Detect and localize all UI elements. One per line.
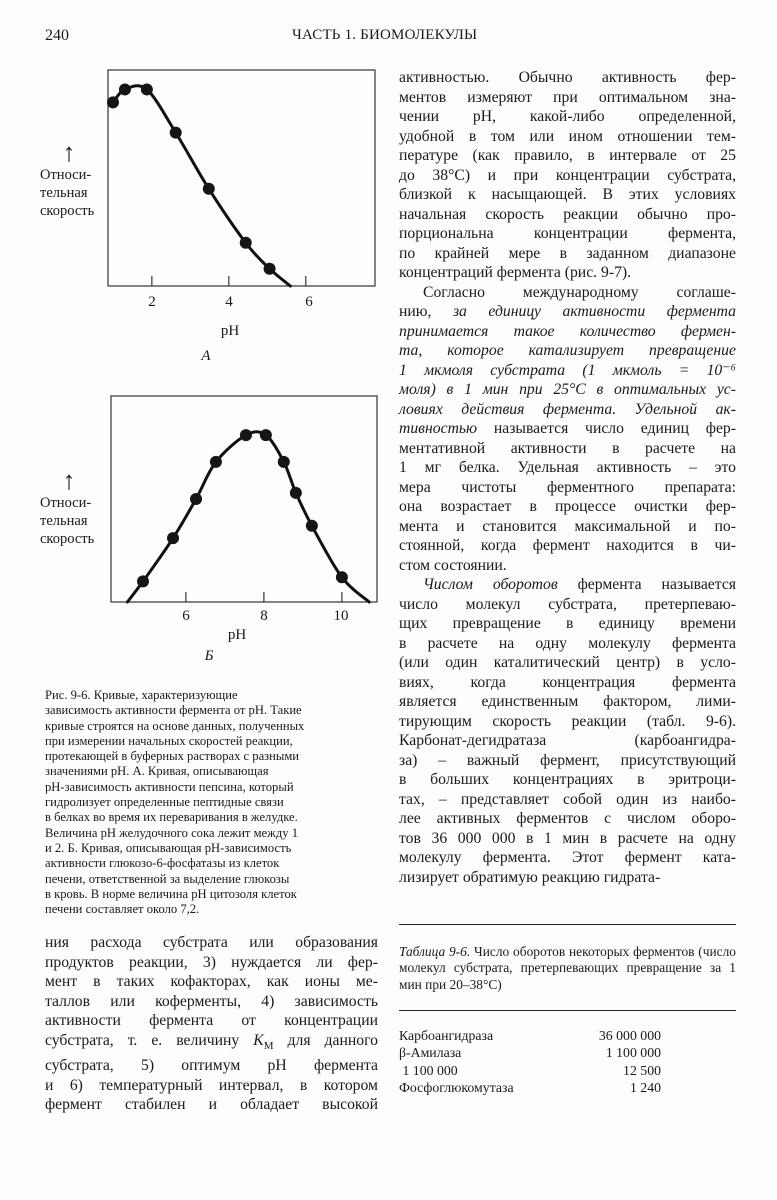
data-point	[167, 532, 179, 544]
caption-line: печени составляет около 7,2.	[45, 902, 200, 917]
table-top-rule	[399, 924, 736, 925]
turnover-value: 12 500	[623, 1063, 661, 1078]
text-line: стоянной, когда фермент находится в чи-	[399, 537, 736, 554]
paragraph-1	[399, 68, 736, 283]
text-line: молекулу фермента. Этот фермент ката-	[399, 849, 736, 866]
text-line: близкой к насыщающей. В этих условиях	[399, 186, 736, 203]
chart-a-ylabel: ↑ Относи- тельная скорость	[40, 140, 106, 220]
text-line: тах, – представляет собой один из наибо-	[399, 790, 736, 808]
text-line: та, которое катализирует превращение	[399, 342, 736, 359]
text-line: ния расхода субстрата или образования	[45, 934, 378, 951]
chart-b-panel-letter: Б	[204, 648, 214, 664]
table-header-rule	[399, 1010, 736, 1011]
paragraph-3-turnover-number	[399, 575, 736, 887]
caption-line: гидролизует определенные пептидные связи	[45, 795, 284, 810]
left-column-body-text	[45, 933, 378, 1115]
text-line: мент в таких кофакторах, как ионы ме-	[45, 973, 378, 990]
chart-a-xtick: 2	[148, 294, 156, 310]
data-point	[290, 487, 302, 499]
text-line: принимается такое количество фермен-	[399, 322, 736, 340]
text-line: 1 мкмоля субстрата (1 мкмоль = 10⁻⁶	[399, 361, 736, 379]
caption-line: значениями pH. А. Кривая, описывающая	[45, 764, 269, 779]
caption-line: pH-зависимость активности пепсина, который	[45, 779, 294, 794]
fitted-curve	[127, 432, 369, 602]
text-line: и 6) температурный интервал, в котором	[45, 1076, 378, 1094]
text-line: начальная скорость реакции обычно про-	[399, 205, 736, 223]
table-caption: Таблица 9-6. Число оборотов некоторых ферментов (число молекул субстрата, претерпевающих превращение за 1 мин при 20–38°C)	[399, 944, 736, 992]
text-line: нию, за единицу активности фермента	[399, 303, 736, 320]
text-line: чении pH, какой-либо определенной,	[399, 108, 736, 125]
text-line: лизирует обратимую реакцию гидрата-	[399, 868, 661, 886]
enzyme-name: Карбоангидраза	[399, 1028, 494, 1043]
up-arrow-icon: ↑	[62, 138, 76, 167]
turnover-value: 36 000 000	[598, 1028, 661, 1043]
chart-a-xtick: 6	[305, 294, 313, 310]
right-column-body-text	[399, 68, 736, 887]
km-symbol: K	[253, 1031, 264, 1049]
text-line: мента и становится максимальной и по-	[399, 517, 736, 535]
data-point	[240, 429, 252, 441]
text-line: Карбонат-дегидратаза (карбоангидра-	[399, 732, 736, 749]
enzyme-name: 1 100 000	[399, 1063, 458, 1078]
chart-b-glucose-6-phosphatase	[0, 0, 390, 680]
chart-b-xtick: 8	[260, 608, 268, 624]
text-line: тивностью называется число единиц фер-	[399, 420, 736, 437]
caption-line: зависимость активности фермента от pH. Такие	[45, 703, 302, 718]
data-point	[306, 520, 318, 532]
text-line: концентраций фермента (рис. 9-7).	[399, 264, 632, 281]
text-line: порциональна концентрации фермента,	[399, 225, 736, 242]
running-head: ЧАСТЬ 1. БИОМОЛЕКУЛЫ	[292, 27, 478, 43]
page-number: 240	[45, 27, 69, 44]
table-label: Таблица 9-6.	[399, 944, 471, 959]
chart-b-plot	[0, 0, 390, 680]
up-arrow-icon: ↑	[62, 466, 76, 495]
text-line: стом состоянии.	[399, 556, 507, 574]
text-line: пературе (как правило, в интервале от 25	[399, 147, 736, 164]
text-line: Согласно международному соглаше-	[423, 283, 736, 301]
caption-line: в кровь. В норме величина pH цитозоля клеток	[45, 886, 297, 901]
caption-line: в белках во время их переваривания в желудке.	[45, 810, 298, 825]
text-line: является единственным фактором, лими-	[399, 693, 736, 710]
data-point	[210, 456, 222, 468]
text-line: в расчете на одну молекулу фермента	[399, 634, 736, 652]
caption-line: Величина pH желудочного сока лежит между 1	[45, 825, 298, 840]
chart-b-xtick: 6	[182, 608, 190, 624]
text-line: ловиях действия фермента. Удельной ак-	[399, 400, 736, 418]
text-line: 1 мг белка. Удельная активность – это	[399, 459, 736, 476]
text-line: число молекул субстрата, претерпеваю-	[399, 595, 736, 613]
text-line: в больших концентрациях в эритроци-	[399, 771, 736, 788]
table-9-6	[399, 924, 736, 1104]
caption-line: активности глюкозо-6-фосфатазы из клеток	[45, 856, 280, 871]
text-line: активности фермента от концентрации	[45, 1012, 378, 1029]
text-line: моля) в 1 мин при 25°C в оптимальных ус-	[399, 381, 736, 398]
chart-a-xtick: 4	[225, 294, 233, 310]
text-line: виях, когда концентрация фермента	[399, 673, 736, 691]
text-line: мера чистоты ферментного препарата:	[399, 478, 736, 496]
text-line: за) – важный фермент, присутствующий	[399, 751, 736, 769]
text-line: по крайней мере в заданном диапазоне	[399, 244, 736, 262]
chart-a-xlabel: pH	[220, 323, 240, 339]
paragraph-2-enzyme-unit	[399, 283, 736, 576]
text-line: Числом оборотов фермента называется	[423, 576, 736, 593]
chart-b-xtick: 10	[333, 608, 349, 624]
chart-b-xlabel: pH	[227, 627, 247, 643]
text-line: щих превращение в единицу времени	[399, 615, 736, 632]
text-line: тов 36 000 000 в 1 мин в расчете на одну	[399, 829, 736, 847]
text-line: фермент стабилен и обладает высокой	[45, 1096, 378, 1114]
text-line-km: субстрата, т. е. величину $K_M$ для данного	[45, 1031, 378, 1052]
text-line: таллов или коферменты, 4) зависимость	[45, 992, 378, 1010]
data-point	[278, 456, 290, 468]
turnover-value: 1 100 000	[605, 1045, 661, 1060]
enzyme-name: β-Амилаза	[399, 1045, 462, 1060]
data-point	[260, 429, 272, 441]
text-line: до 38°C) и при концентрации субстрата,	[399, 166, 736, 184]
caption-line: при измерении начальных скоростей реакции,	[45, 733, 293, 748]
enzyme-name: Фосфоглюкомутаза	[399, 1080, 514, 1095]
caption-line: Рис. 9-6. Кривые, характеризующие	[45, 688, 238, 702]
caption-line: кривые строятся на основе данных, полученных	[45, 718, 305, 733]
turnover-value: 1 240	[629, 1080, 661, 1095]
chart-a-panel-letter: А	[201, 348, 211, 364]
caption-line: и 2. Б. Кривая, описывающая pH-зависимость	[45, 840, 292, 855]
text-line: ментов измеряют при оптимальном зна-	[399, 88, 736, 106]
text-line: она возрастает в процессе очистки фер-	[399, 498, 736, 515]
text-line: удобной в том или ином отношении тем-	[399, 127, 736, 145]
text-line: (или один каталитический центр) в усло-	[399, 654, 736, 671]
caption-line: печени, ответственной за выделение глюкозы	[45, 871, 290, 886]
km-subscript: M	[263, 1039, 274, 1052]
figure-caption	[45, 688, 350, 917]
text-line: ментативной активности в расчете на	[399, 439, 736, 457]
data-point	[336, 571, 348, 583]
text-line: продуктов реакции, 3) нуждается ли фер-	[45, 953, 378, 971]
text-line: активностью. Обычно активность фер-	[399, 69, 736, 86]
text-line: субстрата, 5) оптимум pH фермента	[45, 1057, 378, 1075]
figure-caption-text	[45, 688, 350, 917]
data-point	[137, 575, 149, 587]
caption-line: протекающей в буферных растворах с разными	[45, 749, 300, 764]
chart-b-ylabel: ↑ Относи- тельная скорость	[40, 468, 106, 548]
data-point	[190, 493, 202, 505]
text-line: лее активных ферментов с числом оборо-	[399, 810, 736, 827]
text-line: тирующим скорость реакции (табл. 9-6).	[399, 712, 736, 730]
